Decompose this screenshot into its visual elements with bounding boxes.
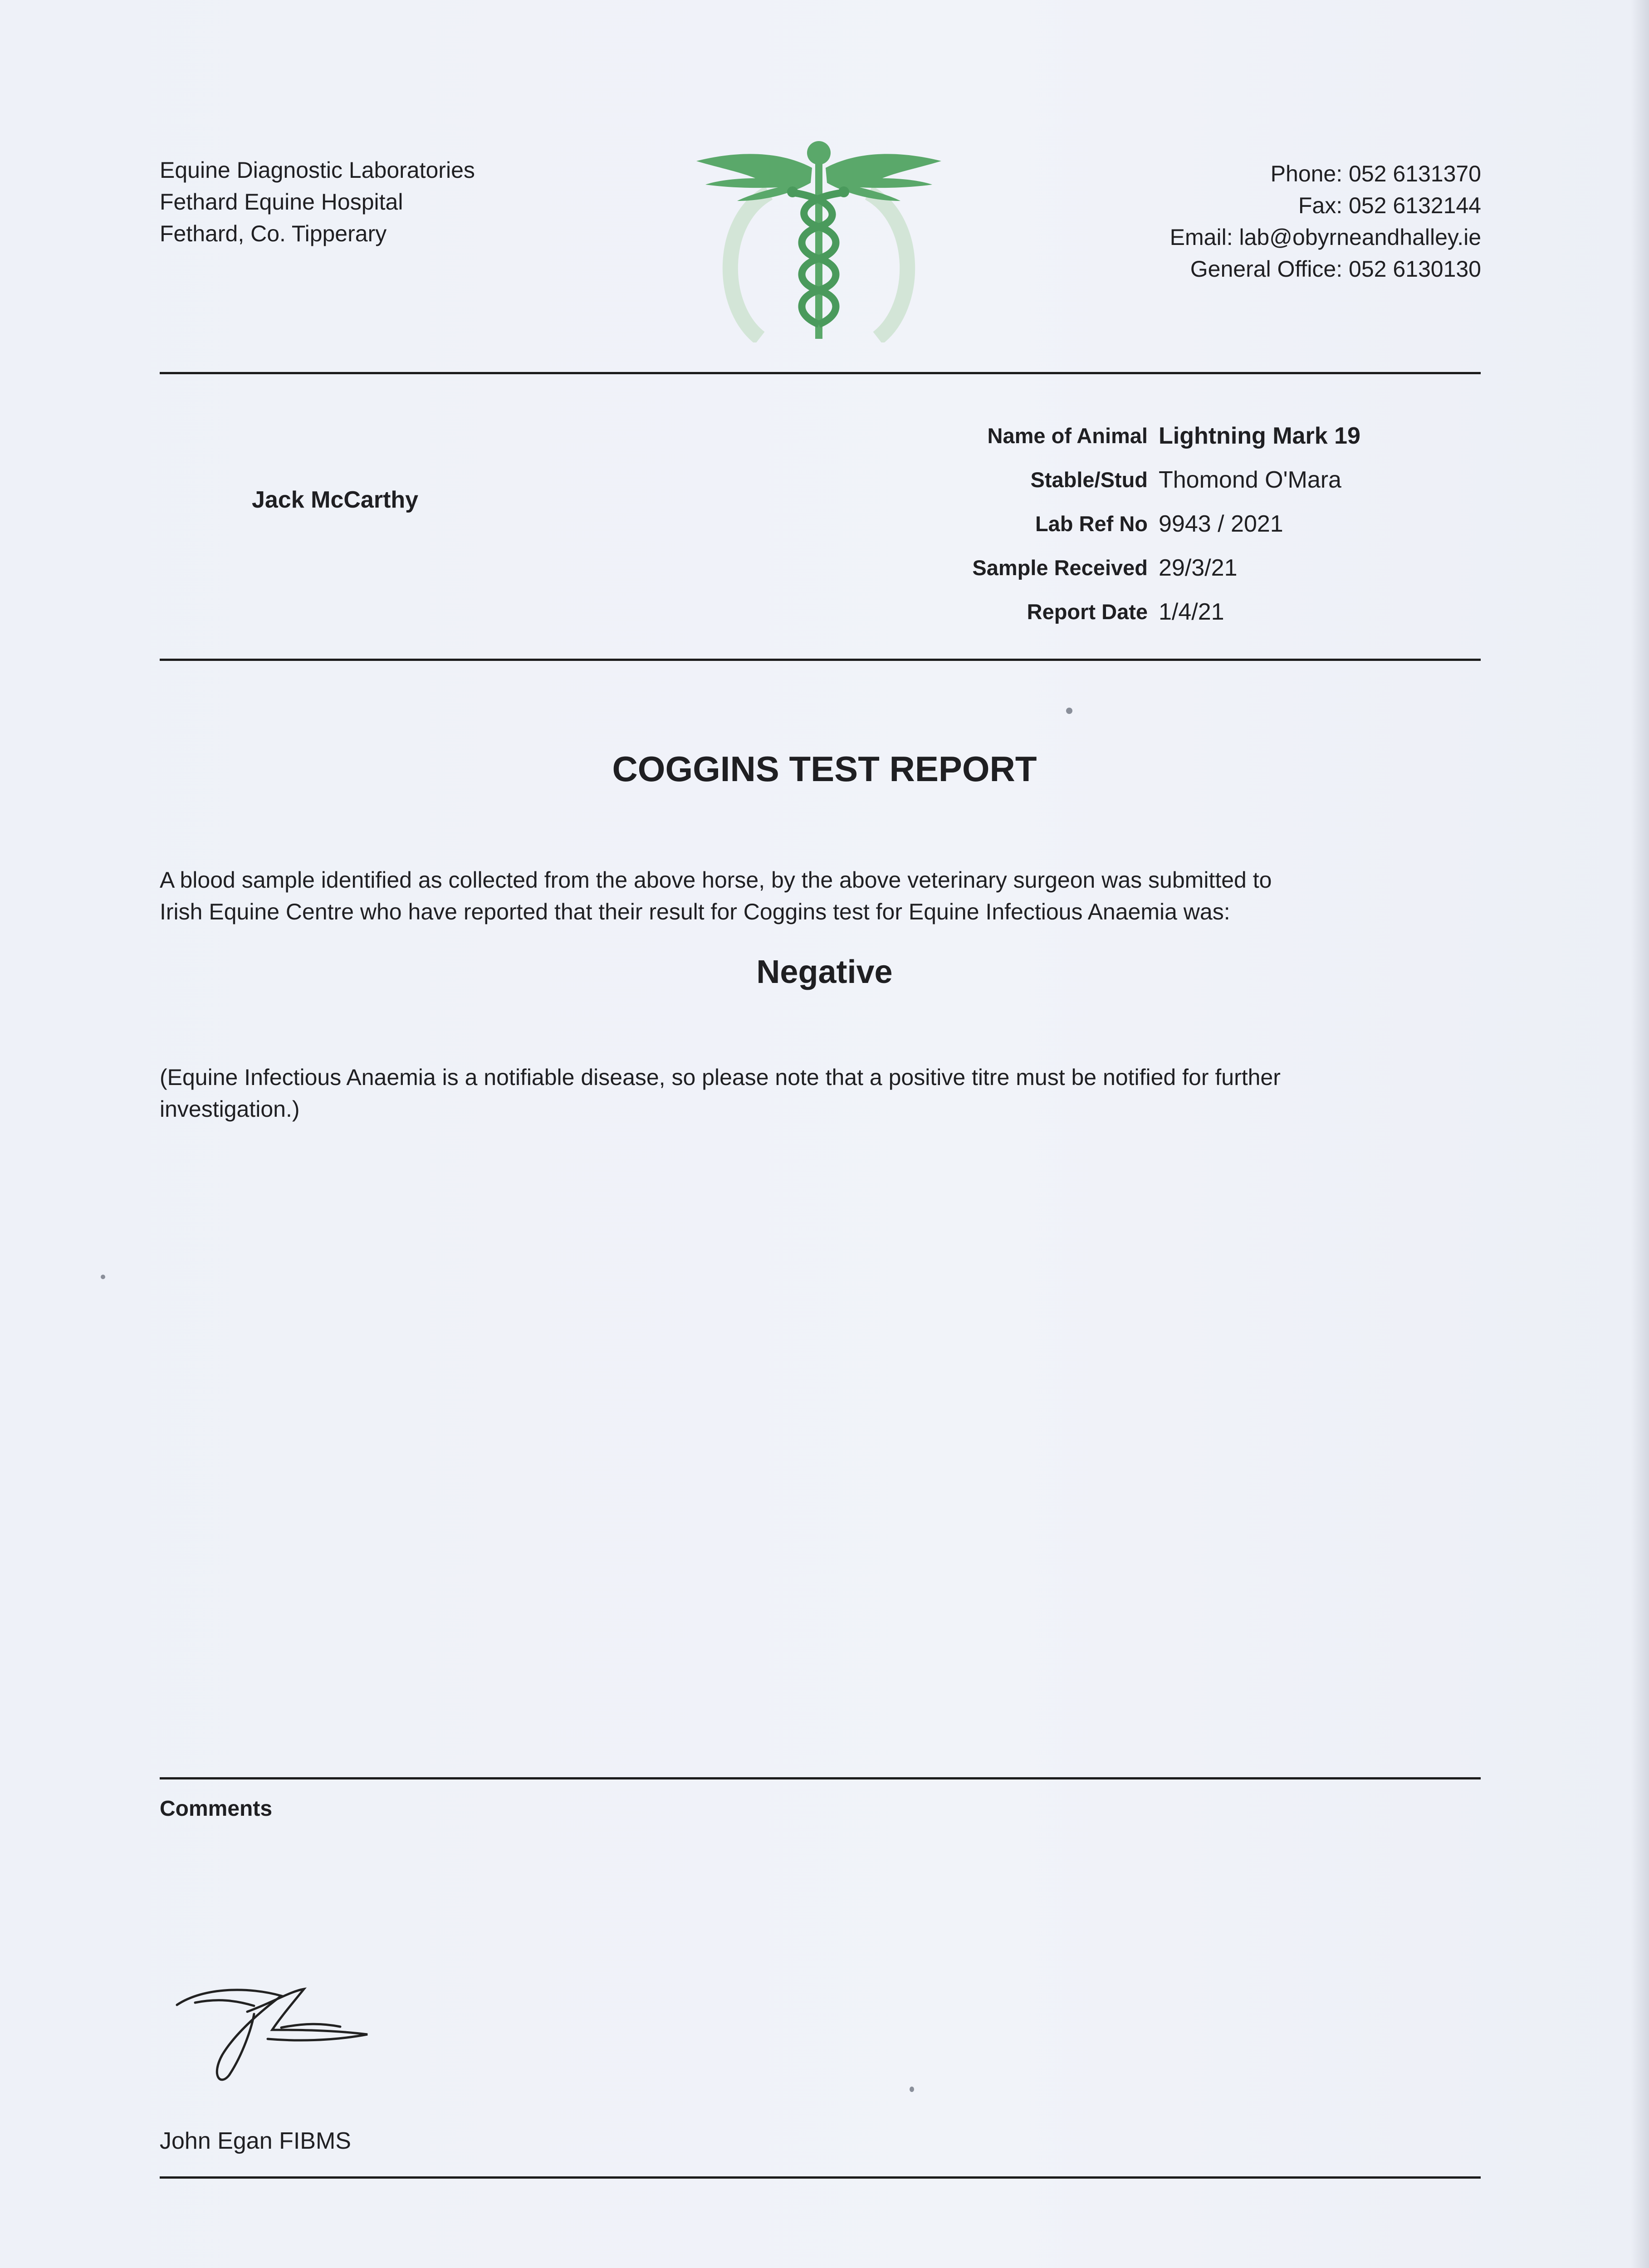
recipient-name: Jack McCarthy <box>252 487 419 513</box>
detail-row-stable <box>898 458 1360 502</box>
detail-row-animal <box>898 414 1360 458</box>
contact-fax: Fax: 052 6132144 <box>1298 193 1481 218</box>
report-body <box>160 864 1484 928</box>
footer-divider <box>160 2176 1481 2179</box>
sample-details <box>898 414 1360 634</box>
test-result: Negative <box>756 954 893 990</box>
comments-divider <box>160 1777 1481 1779</box>
detail-value: Thomond O'Mara <box>1159 466 1341 493</box>
details-divider <box>160 659 1481 661</box>
detail-label: Stable/Stud <box>1030 468 1148 492</box>
report-body-line: Irish Equine Centre who have reported that their result for Coggins test for Equine Infectious Anaemia was: <box>160 899 1230 924</box>
report-body-line: A blood sample identified as collected from the above horse, by the above veterinary surgeon was submitted to <box>160 867 1272 893</box>
detail-label: Name of Animal <box>987 424 1148 448</box>
detail-value: 29/3/21 <box>1159 554 1238 581</box>
scan-speck <box>101 1275 105 1279</box>
lab-address-line: Fethard, Co. Tipperary <box>160 221 387 246</box>
contact-phone: Phone: 052 6131370 <box>1270 161 1481 186</box>
lab-contact <box>1170 158 1481 285</box>
report-title: COGGINS TEST REPORT <box>612 749 1037 789</box>
detail-label: Lab Ref No <box>1035 512 1148 536</box>
scan-speck <box>910 2087 914 2092</box>
signer-name: John Egan FIBMS <box>160 2128 351 2154</box>
header-divider <box>160 372 1481 374</box>
page-edge-shadow <box>1631 0 1649 2268</box>
report-note <box>160 1061 1484 1125</box>
lab-address <box>160 154 475 249</box>
detail-value: 1/4/21 <box>1159 598 1224 625</box>
comments-label: Comments <box>160 1797 273 1821</box>
contact-email: Email: lab@obyrneandhalley.ie <box>1169 225 1481 250</box>
report-note-line: investigation.) <box>160 1096 300 1122</box>
contact-general-office: General Office: 052 6130130 <box>1190 256 1481 282</box>
detail-row-report-date <box>898 590 1360 634</box>
detail-label: Report Date <box>1027 600 1148 624</box>
scan-speck <box>1066 708 1072 714</box>
caduceus-horseshoe-icon <box>692 125 946 342</box>
detail-value: Lightning Mark 19 <box>1159 422 1360 449</box>
detail-row-sample-received <box>898 546 1360 590</box>
handwritten-signature <box>168 1978 386 2096</box>
detail-label: Sample Received <box>972 556 1148 580</box>
lab-address-line: Fethard Equine Hospital <box>160 189 403 215</box>
detail-value: 9943 / 2021 <box>1159 510 1283 537</box>
detail-row-lab-ref <box>898 502 1360 546</box>
lab-address-line: Equine Diagnostic Laboratories <box>160 157 475 183</box>
report-note-line: (Equine Infectious Anaemia is a notifiable disease, so please note that a positive titre must be notified for further <box>160 1065 1281 1090</box>
